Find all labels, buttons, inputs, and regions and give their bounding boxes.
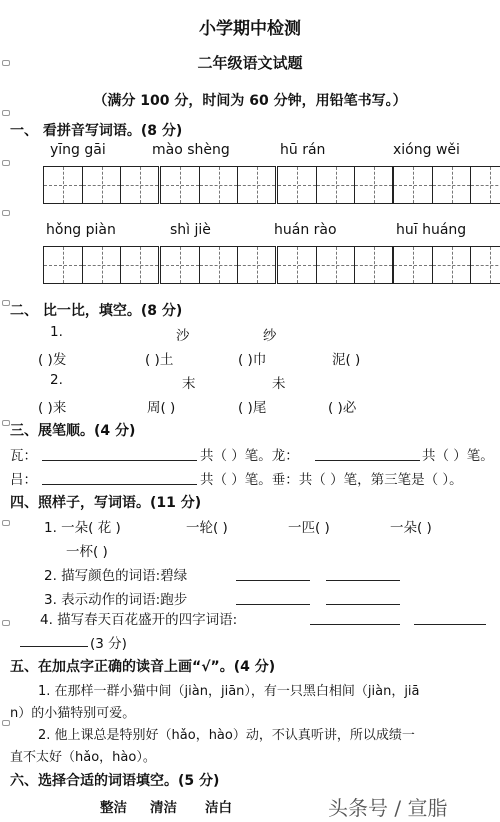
- binder-hole: [2, 160, 10, 166]
- score-note: (3 分): [90, 636, 127, 652]
- q4-heading: 四、照样子，写词语。(11 分): [10, 495, 202, 511]
- answer-line[interactable]: [326, 604, 400, 605]
- pinyin: yīng gāi: [50, 142, 106, 158]
- word-item-2: 2. 描写颜色的词语:碧绿: [44, 568, 188, 584]
- pinyin: xióng wěi: [393, 142, 460, 158]
- answer-line[interactable]: [414, 624, 486, 625]
- binder-hole: [2, 300, 10, 306]
- writing-grid[interactable]: [43, 166, 159, 204]
- binder-hole: [2, 520, 10, 526]
- measure-word-item[interactable]: 一杯( ): [66, 544, 108, 560]
- fill-blank[interactable]: ( )必: [328, 400, 357, 416]
- answer-line[interactable]: [236, 604, 310, 605]
- measure-word-item[interactable]: 一朵( ): [390, 520, 432, 536]
- fill-blank[interactable]: ( )巾: [238, 352, 267, 368]
- exam-note: （满分 100 分，时间为 60 分钟，用铅笔书写。）: [93, 93, 407, 109]
- writing-grid[interactable]: [393, 246, 500, 284]
- measure-word-item[interactable]: 一轮( ): [186, 520, 228, 536]
- q5-para1-line2: n）的小猫特别可爱。: [10, 706, 136, 721]
- exam-title: 小学期中检测: [199, 19, 301, 39]
- q1-heading: 一、 看拼音写词语。(8 分): [10, 123, 183, 139]
- fill-blank[interactable]: ( )发: [38, 352, 67, 368]
- watermark: 头条号 / 宣脂: [328, 796, 448, 820]
- binder-hole: [2, 720, 10, 726]
- compare-char: 纱: [263, 328, 277, 344]
- word-option: 整洁: [100, 800, 127, 816]
- fill-blank[interactable]: 周( ): [147, 400, 176, 416]
- answer-line[interactable]: [20, 646, 88, 647]
- pinyin: shì jiè: [170, 222, 211, 238]
- stroke-line-text: 共（ ）笔。龙：: [200, 448, 299, 464]
- q5-para1-line1: 1. 在那样一群小猫中间（jiàn，jiān），有一只黑白相间（jiàn，jiā: [38, 684, 420, 699]
- fill-blank[interactable]: ( )土: [145, 352, 174, 368]
- fill-blank[interactable]: ( )来: [38, 400, 67, 416]
- q6-heading: 六、选择合适的词语填空。(5 分): [10, 773, 220, 789]
- compare-char: 末: [182, 376, 196, 392]
- fill-blank[interactable]: 泥( ): [332, 352, 361, 368]
- item-number: 1.: [50, 324, 63, 340]
- writing-grid[interactable]: [393, 166, 500, 204]
- stroke-line-text: 共（ ）笔。垂：共（ ）笔，第三笔是（ ）。: [200, 472, 463, 488]
- writing-grid[interactable]: [277, 166, 393, 204]
- binder-hole: [2, 420, 10, 426]
- binder-hole: [2, 110, 10, 116]
- fill-blank[interactable]: ( )尾: [238, 400, 267, 416]
- answer-line[interactable]: [236, 580, 310, 581]
- word-option: 洁白: [205, 800, 232, 816]
- pinyin: hū rán: [280, 142, 326, 158]
- compare-char: 未: [272, 376, 286, 392]
- measure-word-item[interactable]: 一匹( ): [288, 520, 330, 536]
- pinyin: huán rào: [274, 222, 337, 238]
- binder-hole: [2, 210, 10, 216]
- stroke-line-label: 吕：: [10, 472, 37, 488]
- q5-para2-line1: 2. 他上课总是特别好（hǎo，hào）动，不认真听讲，所以成绩一: [38, 728, 415, 743]
- q5-para2-line2: 直不太好（hǎo，hào）。: [10, 750, 156, 765]
- stroke-line-text: 共（ ）笔。: [422, 448, 494, 464]
- q5-heading: 五、在加点字正确的读音上画“√”。(4 分): [10, 659, 276, 675]
- pinyin: mào shèng: [152, 142, 230, 158]
- word-item-4: 4. 描写春天百花盛开的四字词语:: [40, 612, 238, 628]
- answer-line[interactable]: [315, 460, 420, 461]
- answer-line[interactable]: [310, 624, 400, 625]
- item-number: 2.: [50, 372, 63, 388]
- pinyin: huī huáng: [396, 222, 467, 238]
- q2-heading: 二、 比一比，填空。(8 分): [10, 303, 183, 319]
- answer-line[interactable]: [42, 484, 197, 485]
- q3-heading: 三、展笔顺。(4 分): [10, 423, 136, 439]
- writing-grid[interactable]: [160, 246, 276, 284]
- writing-grid[interactable]: [277, 246, 393, 284]
- compare-char: 沙: [176, 328, 190, 344]
- word-option: 清洁: [150, 800, 177, 816]
- writing-grid[interactable]: [43, 246, 159, 284]
- writing-grid[interactable]: [160, 166, 276, 204]
- answer-line[interactable]: [42, 460, 197, 461]
- word-item-3: 3. 表示动作的词语:跑步: [44, 592, 188, 608]
- pinyin: hǒng piàn: [46, 222, 116, 238]
- answer-line[interactable]: [326, 580, 400, 581]
- exam-subtitle: 二年级语文试题: [197, 54, 303, 72]
- binder-hole: [2, 620, 10, 626]
- stroke-line-label: 瓦：: [10, 448, 37, 464]
- measure-word-item[interactable]: 1. 一朵( 花 ): [44, 520, 121, 536]
